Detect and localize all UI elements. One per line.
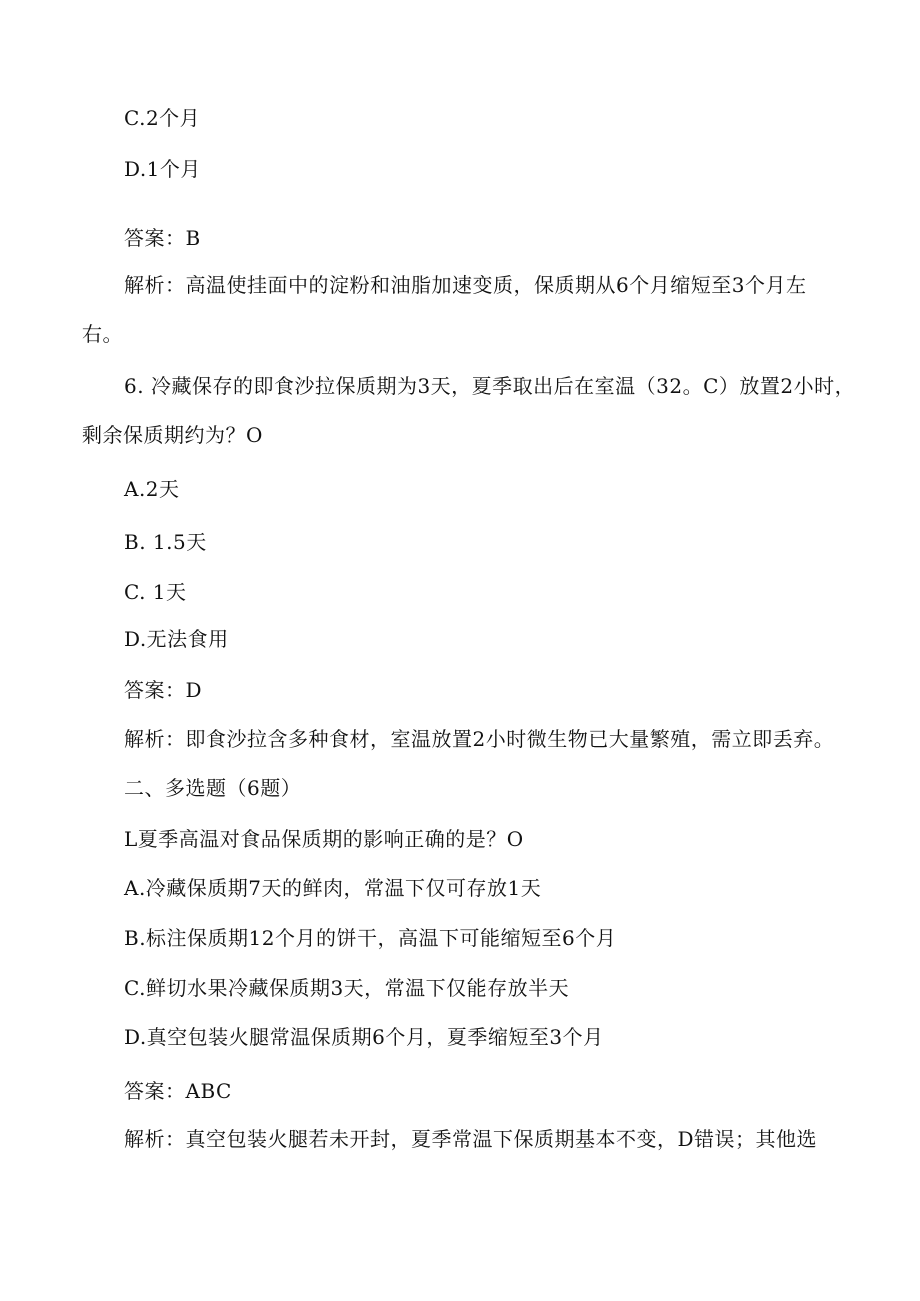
q5-option-c: C.2个月 [124,106,201,130]
q5-analysis-line1: 解析：高温使挂面中的淀粉和油脂加速变质，保质期从6个月缩短至3个月左 [124,273,807,297]
q6-question-line2: 剩余保质期约为？O [82,423,263,447]
q5-answer: 答案：B [124,226,201,250]
q5-analysis-line2: 右。 [82,322,123,346]
q6-answer: 答案：D [124,678,203,702]
q6-option-c: C. 1天 [124,580,187,604]
q6-analysis: 解析：即食沙拉含多种食材，室温放置2小时微生物已大量繁殖，需立即丢弃。 [124,727,835,751]
q5-option-d: D.1个月 [124,157,201,181]
section-heading: 二、多选题（6题） [124,776,302,800]
q6-option-a: A.2天 [124,477,180,501]
q6-question-line1: 6. 冷藏保存的即食沙拉保质期为3天，夏季取出后在室温（32。C）放置2小时， [124,374,856,398]
mq1-option-c: C.鲜切水果冷藏保质期3天，常温下仅能存放半天 [124,976,570,1000]
mq1-question: L夏季高温对食品保质期的影响正确的是？O [124,827,524,851]
mq1-option-d: D.真空包装火腿常温保质期6个月，夏季缩短至3个月 [124,1025,604,1049]
mq1-answer: 答案：ABC [124,1079,232,1103]
mq1-option-b: B.标注保质期12个月的饼干，高温下可能缩短至6个月 [124,926,617,950]
q6-option-b: B. 1.5天 [124,530,207,554]
q6-option-d: D.无法食用 [124,627,229,651]
mq1-option-a: A.冷藏保质期7天的鲜肉，常温下仅可存放1天 [124,876,542,900]
mq1-analysis-line1: 解析：真空包装火腿若未开封，夏季常温下保质期基本不变，D错误；其他选 [124,1127,818,1151]
